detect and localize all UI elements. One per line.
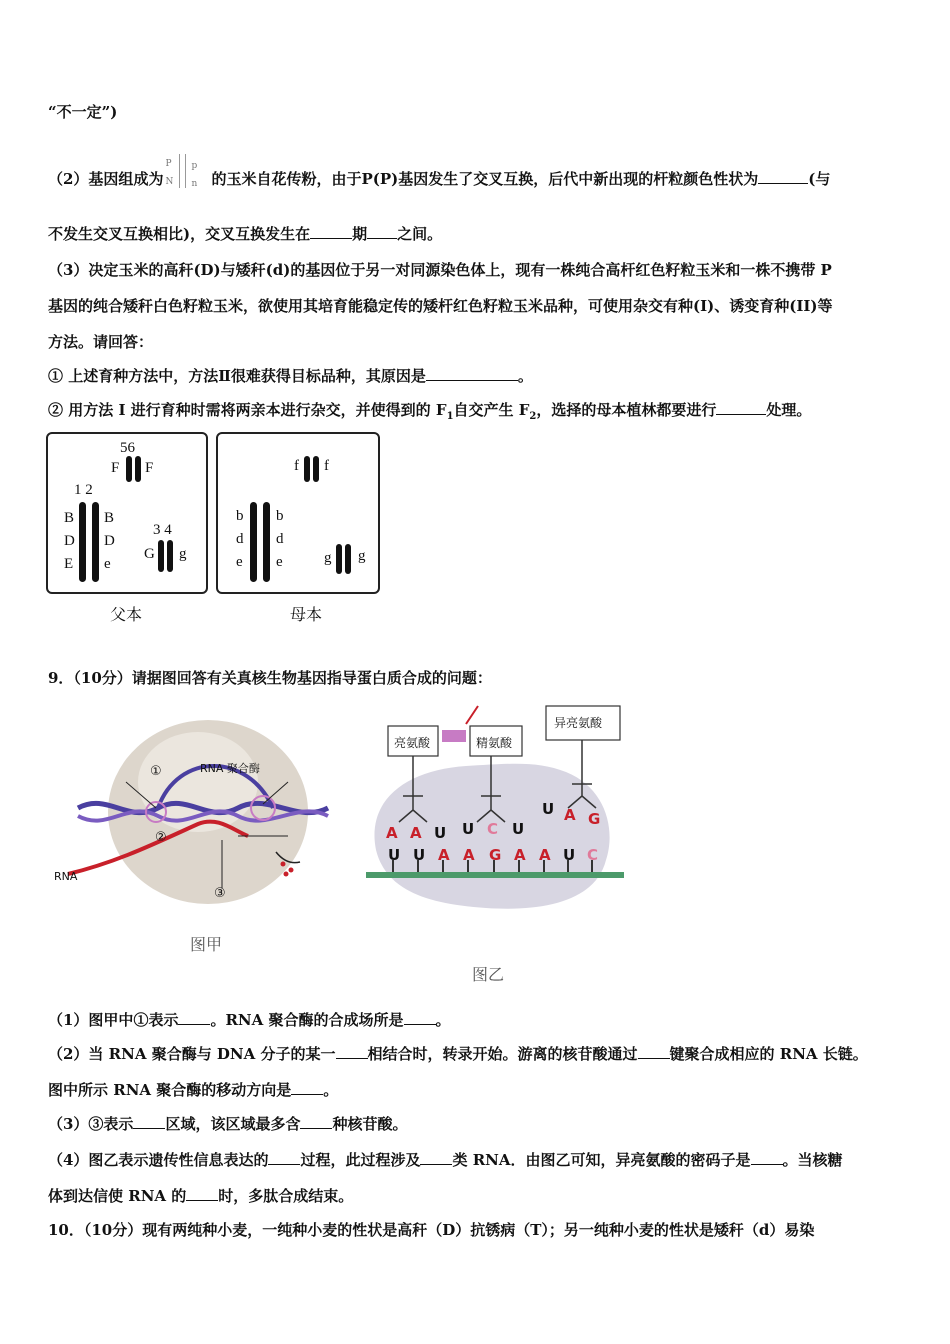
circle-1-label: ① <box>150 764 162 779</box>
anticodon-2-a: U <box>462 820 475 838</box>
anticodon-1-c: U <box>434 824 447 842</box>
mrna-base-7: A <box>539 846 551 864</box>
mrna-base-8: U <box>563 846 576 864</box>
q8-line3: （3）决定玉米的高秆(D)与矮秆(d)的基因位于另一对同源染色体上，现有一株纯合高杆红色籽粒玉米和一株不携带 P <box>48 261 832 279</box>
q9-part2: （2）当 RNA 聚合酶与 DNA 分子的某一 相结合时，转录开始。游离的核苷酸通过 键聚合成相应的 RNA 长链。 <box>48 1045 868 1063</box>
q9-title: 9．（10分）请据图回答有关真核生物基因指导蛋白质合成的问题： <box>48 669 492 687</box>
mrna-base-9: C <box>587 846 599 864</box>
figure-jia-caption: 图甲 <box>190 935 223 954</box>
anticodon-3-b: A <box>564 806 576 824</box>
q9-part1: （1）图甲中①表示 。RNA 聚合酶的合成场所是 。 <box>48 1011 451 1029</box>
mother-chromosome-box: f f b d e b d e g g <box>216 432 380 594</box>
rna-label: RNA <box>54 870 78 883</box>
anticodon-2-c: U <box>512 820 525 838</box>
q8-line1: （2）基因组成为 P N p n 的玉米自花传粉，由于P(P)基因发生了交叉互换，后代中新出现的杆粒颜色性状为 (与 <box>48 162 830 198</box>
figure-jia-transcription <box>48 712 348 912</box>
figure-yi-translation <box>366 700 636 915</box>
mrna-base-2: U <box>413 846 426 864</box>
q8-line5: 方法。请回答： <box>48 333 154 351</box>
q8-line4: 基因的纯合矮秆白色籽粒玉米，欲使用其培育能稳定传的矮杆红色籽粒玉米品种，可使用杂交有种(I)、诱变育种(II)等 <box>48 297 833 315</box>
q8-line7: ② 用方法 I 进行育种时需将两亲本进行杂交，并使得到的 $F_1$自交产生 $F_2$，选择的母本植林都要进行 处理。 <box>48 401 812 422</box>
leucine-label: 亮氨酸 <box>394 736 431 750</box>
mrna-base-4: A <box>463 846 475 864</box>
circle-3-label: ③ <box>214 886 226 901</box>
mrna-strand <box>366 872 624 878</box>
mrna-base-3: A <box>438 846 450 864</box>
q9-part4-cont: 体到达信使 RNA 的 时，多肽合成结束。 <box>48 1187 354 1205</box>
mrna-base-5: G <box>489 846 502 864</box>
father-chromosome-box: 56 F F 1 2 B D E B D e 3 4 G g <box>46 432 208 594</box>
anticodon-1-a: A <box>386 824 398 842</box>
rna-polymerase-label: RNA 聚合酶 <box>200 762 260 775</box>
figure-yi-caption: 图乙 <box>472 965 505 984</box>
q8-line0: “不一定”) <box>48 103 118 121</box>
anticodon-1-b: A <box>410 824 422 842</box>
anticodon-3-c: G <box>588 810 601 828</box>
mother-label: 母本 <box>290 605 323 624</box>
mrna-base-1: U <box>388 846 401 864</box>
q8-line6: ① 上述育种方法中，方法Ⅱ很难获得目标品种，其原因是 。 <box>48 367 533 385</box>
q10-text: 10．（10分）现有两纯种小麦，一纯种小麦的性状是高秆（D）抗锈病（T）；另一纯种小麦的性状是矮秆（d）易染 <box>48 1221 815 1239</box>
circle-2-label: ② <box>155 830 167 845</box>
anticodon-2-b: C <box>487 820 499 838</box>
arginine-label: 精氨酸 <box>476 736 513 750</box>
q9-part2-cont: 图中所示 RNA 聚合酶的移动方向是 。 <box>48 1081 339 1099</box>
q8-line2: 不发生交叉互换相比)，交叉互换发生在 期 之间。 <box>48 225 443 243</box>
isoleucine-label: 异亮氨酸 <box>554 716 603 730</box>
anticodon-3-a: U <box>542 800 555 818</box>
father-label: 父本 <box>110 605 143 624</box>
mrna-base-6: A <box>514 846 526 864</box>
genotype-figure: P N p n <box>165 154 209 190</box>
q9-part4: （4）图乙表示遗传性信息表达的 过程，此过程涉及 类 RNA．由图乙可知，异亮氨酸的密码子是 。当核糖 <box>48 1151 843 1169</box>
q9-part3: （3）③表示 区域，该区域最多含 种核苷酸。 <box>48 1115 408 1133</box>
